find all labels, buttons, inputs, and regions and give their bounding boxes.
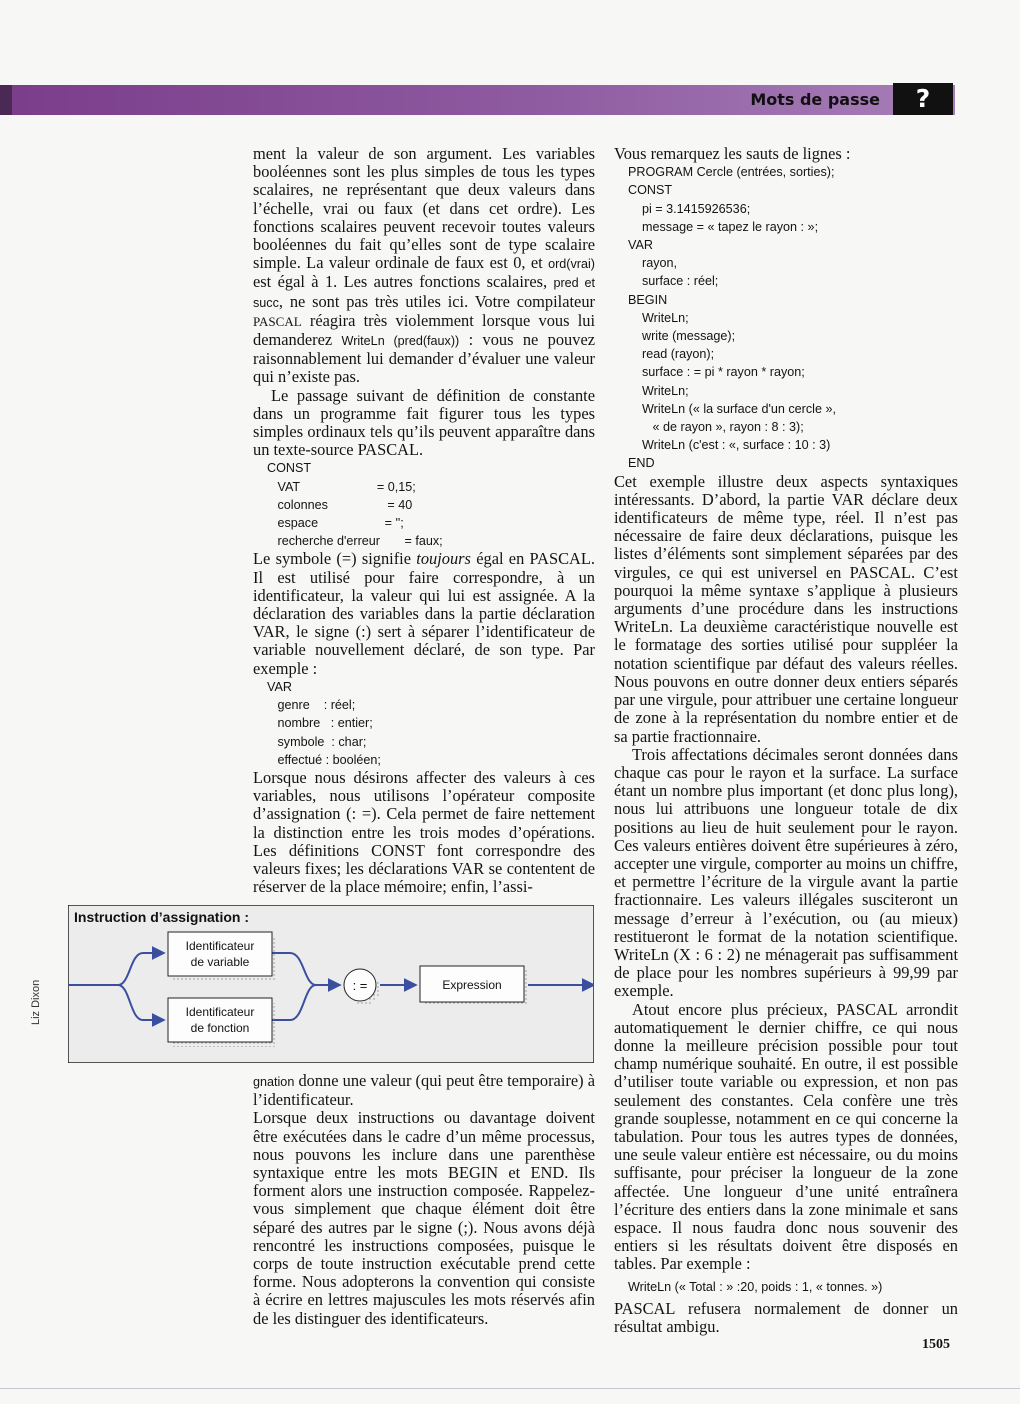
paragraph: Lorsque nous désirons affecter des valeurs à ces variables, nous utilisons l’opérateur composite d’assignation (: =). Cela permet de faire nettement la distinction entre les trois modes d’opérations. Les définitions CONST font correspondre des valeurs fixes; les déclarations VAR se contentent de réserver de la place mémoire; enfin, l’assi- (253, 767, 595, 897)
column-right (614, 145, 958, 1336)
code-line-writeln: WriteLn (« Total : » :20, poids : 1, « tonnes. ») (628, 1279, 883, 1294)
code-block-program: PROGRAM Cercle (entrées, sorties); CONST pi = 3.1415926536; message = « tapez le rayon : »; VAR rayon, surface : réel; BEGIN WriteLn; write (message); read (rayon); surface : = pi * rayon * rayon; WriteLn; WriteLn (« la surface d'un cercle », « de rayon », rayon : 8 : 3); WriteLn (c'est : «, surface : 10 : 3) END (628, 165, 836, 471)
paragraph: Lorsque deux instructions ou davantage doivent être exécutées dans le cadre d’un même processus, nous pouvons les inclure dans une parenthèse syntaxique entre les mots BEGIN et END. Ils forment alors une instruction composée. Rappelez-vous simplement que chaque élément doit être séparé des autres par le signe (;). Nous avons déjà rencontré les instructions composées, puisque le corps de toute instruction exécutable prend cette forme. Nous adopterons la convention qui consiste à écrire en lettres majuscules les mots réservés afin de les distinguer des identificateurs. (253, 1108, 595, 1328)
paragraph: ment la valeur de son argument. Les variables booléennes sont les plus simples de tous les types scalaires, ne représentant que deux valeurs dans l’échelle, vrai ou faux (et dans cet ordre). Les fonctions scalaires peuvent recevoir toutes valeurs booléennes du fait qu’elles sont de type scalaire simple. La valeur ordinale de faux est 0, et ord(vrai) est égal à 1. Les autres fonctions scalaires, pred et succ, ne sont pas très utiles ici. Votre compilateur PASCAL réagira très violemment lorsque vous lui demanderez WriteLn (pred(faux)) : vous ne pouvez raisonnablement lui demander d’évaluer une valeur qui n’existe pas. (253, 144, 595, 387)
paragraph: PASCAL refusera normalement de donner un résultat ambigu. (614, 1298, 958, 1336)
question-mark-badge: ? (893, 83, 953, 115)
paragraph: gnation donne une valeur (qui peut être temporaire) à l’identificateur. (253, 1071, 595, 1110)
footer-rule (0, 1388, 1020, 1389)
section-title: Mots de passe (750, 90, 880, 109)
column-left-continued (253, 1072, 595, 1328)
paragraph: Vous remarquez les sauts de lignes : (614, 144, 851, 163)
paragraph: Cet exemple illustre deux aspects syntaxiques intéressants. D’abord, la partie VAR déclare deux identificateurs de même type, réel. Il n’est pas nécessaire de faire deux déclarations, puisque les listes d’éléments sont simplement séparées par des virgules, ce qui est universel en PASCAL. C’est pourquoi la même syntaxe s’applique à plusieurs arguments d’une procédure dans les instructions WriteLn. La deuxième caractéristique nouvelle est le formatage des sorties utilisé pour suppléer la notation scientifique par défaut des valeurs réelles. Nous pouvons en outre donner deux entiers séparés par une virgule, pour attribuer une certaine longueur de zone à la représentation du nombre entier et de sa partie fractionnaire. (614, 471, 958, 746)
box-expression-label: Expression (442, 978, 502, 992)
page-number: 1505 (922, 1337, 950, 1352)
paragraph: Le symbole (=) signifie toujours égal en PASCAL. Il est utilisé pour faire correspondre, à un identificateur, la valeur qui lui est assignée. A la déclaration des variables dans la partie déclaration VAR, le signe (:) sert à séparer l’identificateur de variable nouvellement déclaré, de son type. Par exemple : (253, 549, 595, 678)
box-variable-line2: de variable (190, 955, 250, 969)
paragraph: Atout encore plus précieux, PASCAL arrondit automatiquement le dernier chiffre, ce qui nous donne la meilleure précision possible pour tout champ numérique souhaité. En outre, il est possible d’utiliser toute variable ou expression, et non pas seulement des constantes. Cela confère une très grande souplesse, notamment en ce qui concerne la tabulation. Pour tous les autres types de données, une seule valeur entière est nécessaire, ou du moins suffisante, pour préciser la longueur de la zone affectée. Une longueur d’une unité entraînera l’écriture des entiers dans la zone minimale et sans espace. Il nous faudra donc nous souvenir des entiers si les résultats doivent être disposés en tables. Par exemple : (614, 999, 958, 1274)
diagram-title: Instruction d’assignation : (74, 909, 250, 925)
code-block-const: CONST VAT = 0,15; colonnes = 40 espace = ''; recherche d'erreur = faux; (267, 461, 443, 549)
box-variable-line1: Identificateur (185, 939, 255, 953)
box-function-line1: Identificateur (185, 1005, 255, 1019)
paragraph: Trois affectations décimales seront données dans chaque cas pour le rayon et la surface. La surface étant un nombre plus important (et donc plus long), nous lui attribuons une longueur totale de dix positions au lieu de huit seulement pour le rayon. Ces valeurs entières doivent être supérieures à zéro, accepter une virgule, comporter au moins un chiffre, et permettre l’écriture de la virgule avant la partie fractionnaire. Les valeurs illégales susciteront un message d’erreur à l’exécution, ou (au mieux) restitueront le format de la notation scientifique. WriteLn (X : 6 : 2) ne ménagerait pas suffisamment de place pour les nombres supérieurs à 99,99 par exemple. (614, 744, 958, 1001)
assignment-syntax-diagram (68, 905, 594, 1063)
column-left (253, 145, 595, 896)
photo-credit: Liz Dixon (30, 979, 42, 1025)
assignment-operator-label: : = (352, 978, 368, 993)
banner-edge (0, 85, 12, 115)
code-block-var: VAR genre : réel; nombre : entier; symbole : char; effectué : booléen; (267, 679, 381, 767)
box-function-line2: de fonction (190, 1021, 250, 1035)
paragraph: Le passage suivant de définition de constante dans un programme fait figurer tous les types simples ordinaux tels qu’ils peuvent apparaître dans un texte-source PASCAL. (253, 385, 595, 460)
